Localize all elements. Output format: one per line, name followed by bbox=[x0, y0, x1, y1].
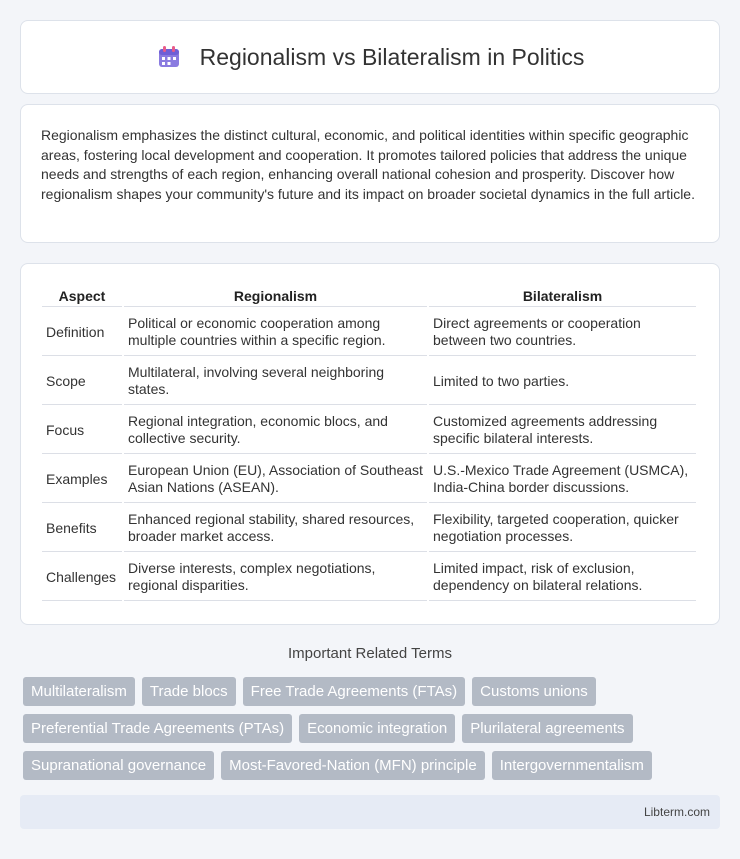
cell-bilateralism: U.S.-Mexico Trade Agreement (USMCA), India-China border discussions. bbox=[429, 456, 696, 503]
cell-regionalism: Multilateral, involving several neighboring states. bbox=[124, 358, 427, 405]
table-header-row bbox=[42, 285, 696, 307]
tag-plurilateral-agreements[interactable]: Plurilateral agreements bbox=[462, 714, 632, 743]
tag-row bbox=[23, 751, 723, 780]
tag-customs-unions[interactable]: Customs unions bbox=[472, 677, 596, 706]
cell-aspect: Benefits bbox=[42, 505, 122, 552]
table-row bbox=[42, 554, 696, 601]
tag-multilateralism[interactable]: Multilateralism bbox=[23, 677, 135, 706]
table-row bbox=[42, 456, 696, 503]
tag-economic-integration[interactable]: Economic integration bbox=[299, 714, 455, 743]
related-terms-tags bbox=[23, 677, 723, 788]
cell-regionalism: Enhanced regional stability, shared resources, broader market access. bbox=[124, 505, 427, 552]
tag-row bbox=[23, 677, 723, 706]
header-aspect: Aspect bbox=[42, 285, 122, 307]
cell-bilateralism: Limited to two parties. bbox=[429, 358, 696, 405]
page-title: Regionalism vs Bilateralism in Politics bbox=[199, 43, 585, 70]
cell-regionalism: European Union (EU), Association of Southeast Asian Nations (ASEAN). bbox=[124, 456, 427, 503]
tag-trade-blocs[interactable]: Trade blocs bbox=[142, 677, 236, 706]
cell-aspect: Scope bbox=[42, 358, 122, 405]
related-terms-title: Important Related Terms bbox=[288, 645, 452, 662]
tag-mfn-principle[interactable]: Most-Favored-Nation (MFN) principle bbox=[221, 751, 485, 780]
calendar-icon bbox=[156, 44, 182, 70]
footer-brand-link[interactable]: Libterm.com bbox=[643, 805, 710, 819]
comparison-table-card bbox=[20, 263, 720, 625]
title-wrap bbox=[156, 44, 585, 71]
footer bbox=[20, 795, 720, 829]
header-bilateralism: Bilateralism bbox=[429, 285, 696, 307]
table-row bbox=[42, 309, 696, 356]
comparison-table bbox=[40, 283, 698, 603]
cell-aspect: Focus bbox=[42, 407, 122, 454]
cell-bilateralism: Customized agreements addressing specific bilateral interests. bbox=[429, 407, 696, 454]
tag-row bbox=[23, 714, 723, 743]
intro-card bbox=[20, 104, 720, 243]
header-regionalism: Regionalism bbox=[124, 285, 427, 307]
cell-regionalism: Political or economic cooperation among multiple countries within a specific region. bbox=[124, 309, 427, 356]
tag-free-trade-agreements[interactable]: Free Trade Agreements (FTAs) bbox=[243, 677, 465, 706]
table-row bbox=[42, 407, 696, 454]
cell-bilateralism: Flexibility, targeted cooperation, quicker negotiation processes. bbox=[429, 505, 696, 552]
cell-aspect: Definition bbox=[42, 309, 122, 356]
cell-regionalism: Diverse interests, complex negotiations, regional disparities. bbox=[124, 554, 427, 601]
tag-intergovernmentalism[interactable]: Intergovernmentalism bbox=[492, 751, 652, 780]
cell-regionalism: Regional integration, economic blocs, and collective security. bbox=[124, 407, 427, 454]
cell-aspect: Challenges bbox=[42, 554, 122, 601]
table-row bbox=[42, 358, 696, 405]
table-row bbox=[42, 505, 696, 552]
cell-bilateralism: Limited impact, risk of exclusion, dependency on bilateral relations. bbox=[429, 554, 696, 601]
cell-bilateralism: Direct agreements or cooperation between two countries. bbox=[429, 309, 696, 356]
intro-text: Regionalism emphasizes the distinct cultural, economic, and political identities within specific geographic areas, fostering local development and cooperation. It promotes tailored policies that address the unique needs and strengths of each region, enhancing overall national cohesion and prosperity. Discover how regionalism shapes your community's future and its impact on broader societal dynamics in the full article. bbox=[41, 127, 695, 202]
header-card bbox=[20, 20, 720, 94]
tag-supranational-governance[interactable]: Supranational governance bbox=[23, 751, 214, 780]
cell-aspect: Examples bbox=[42, 456, 122, 503]
tag-preferential-trade-agreements[interactable]: Preferential Trade Agreements (PTAs) bbox=[23, 714, 292, 743]
